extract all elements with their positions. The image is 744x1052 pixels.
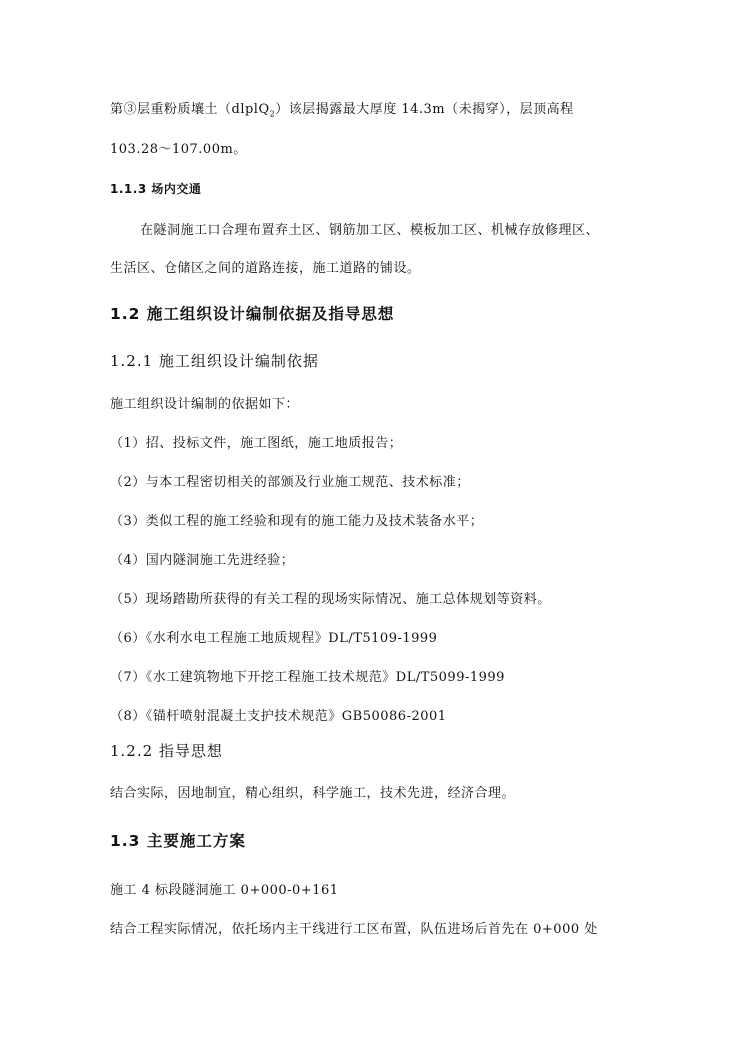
section-1-3-heading: 1.3 主要施工方案 (110, 832, 246, 850)
basis-item-4: （4）国内隧洞施工先进经验； (110, 553, 295, 568)
basis-item-2: （2）与本工程密切相关的部颁及行业施工规范、技术标准； (110, 475, 470, 490)
basis-item-8: （8）《锚杆喷射混凝土支护技术规范》GB50086-2001 (110, 709, 447, 724)
section-1-2-1-heading: 1.2.1 施工组织设计编制依据 (110, 352, 319, 370)
basis-item-3: （3）类似工程的施工经验和现有的施工能力及技术装备水平； (110, 514, 484, 529)
plan-line-1: 施工 4 标段隧洞施工 0+000-0+161 (110, 883, 339, 898)
basis-item-6: （6）《水利水电工程施工地质规程》DL/T5109-1999 (110, 631, 438, 646)
section-1-2-2-heading: 1.2.2 指导思想 (110, 742, 223, 760)
basis-item-5: （5）现场踏勘所获得的有关工程的现场实际情况、施工总体规划等资料。 (110, 592, 551, 607)
layer-text-b: ）该层揭露最大厚度 14.3m（未揭穿），层顶高程 (275, 102, 574, 117)
section-1-1-3-heading: 1.1.3 场内交通 (110, 182, 202, 196)
traffic-paragraph-line-1: 在隧洞施工口合理布置弃土区、钢筋加工区、模板加工区、机械存放修理区、 (140, 223, 600, 238)
layer-paragraph-line-2: 103.28～107.00m。 (110, 142, 247, 157)
section-1-2-heading: 1.2 施工组织设计编制依据及指导思想 (110, 305, 395, 323)
traffic-paragraph-line-2: 生活区、仓储区之间的道路连接，施工道路的铺设。 (110, 261, 421, 276)
basis-item-1: （1）招、投标文件，施工图纸，施工地质报告； (110, 436, 403, 451)
layer-subscript: 2 (269, 109, 276, 119)
plan-line-2: 结合工程实际情况，依托场内主干线进行工区布置，队伍进场后首先在 0+000 处 (110, 922, 598, 937)
basis-intro: 施工组织设计编制的依据如下： (110, 397, 300, 412)
layer-text-a: 第③层重粉质壤土（dlplQ (110, 102, 270, 117)
basis-item-7: （7）《水工建筑物地下开挖工程施工技术规范》DL/T5099-1999 (110, 670, 505, 685)
layer-paragraph-line-1 (110, 98, 574, 119)
guiding-thought-text: 结合实际，因地制宜，精心组织，科学施工，技术先进，经济合理。 (110, 786, 516, 801)
